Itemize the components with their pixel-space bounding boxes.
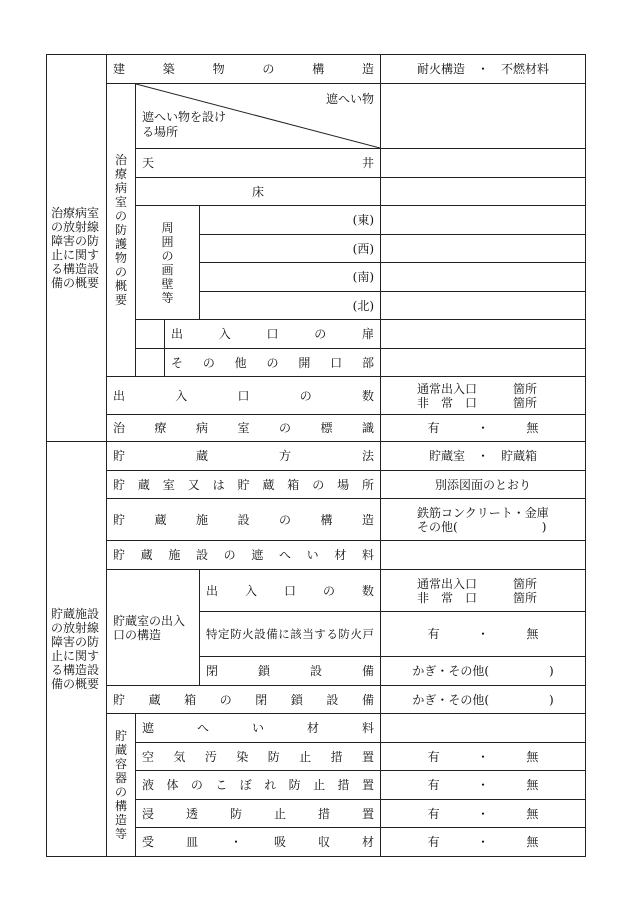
- section2-label: 貯蔵施設の放射線障害の防止に関する構造設備の概要: [47, 442, 107, 857]
- lock-room-label: 閉鎖設備: [200, 657, 381, 686]
- building-structure-value: 耐火構造 ・ 不燃材料: [381, 55, 586, 84]
- room-count-value[interactable]: 通常出入口 箇所 非 常 口 箇所: [381, 570, 586, 612]
- container-row-label: 遮へい材料: [136, 714, 381, 743]
- fire-door-label: 特定防火設備に該当する防火戸: [200, 612, 381, 657]
- floor-label: 床: [136, 178, 381, 206]
- north-value[interactable]: [381, 292, 586, 320]
- storage-shield-label: 貯蔵施設の遮へい材料: [107, 541, 381, 570]
- container-row-value[interactable]: 有 ・ 無: [381, 800, 586, 828]
- sign-label: 治療病室の標識: [107, 415, 381, 442]
- floor-value[interactable]: [381, 178, 586, 206]
- door-label: 出入口の扉: [165, 320, 381, 349]
- door-value[interactable]: [381, 320, 586, 349]
- dir-west: (西): [200, 235, 381, 263]
- entrance-count-label: 出入口の数: [107, 377, 381, 415]
- container-row-label: 液体のこぼれ防止措置: [136, 771, 381, 800]
- lock-box-label: 貯蔵箱の閉鎖設備: [107, 686, 381, 714]
- dir-south: (南): [200, 263, 381, 292]
- container-row-label: 空気汚染防止措置: [136, 743, 381, 771]
- storage-shield-value[interactable]: [381, 541, 586, 570]
- lock-room-value[interactable]: かぎ・その他( ): [381, 657, 586, 686]
- ceiling-label: 天 井: [136, 149, 381, 178]
- storage-method-label: 貯蔵方法: [107, 442, 381, 471]
- other-openings-label: その他の開口部: [165, 349, 381, 377]
- storage-method-value: 貯蔵室 ・ 貯蔵箱: [381, 442, 586, 471]
- ceiling-value[interactable]: [381, 149, 586, 178]
- walls-spacer-top: [136, 320, 165, 349]
- storage-structure-value[interactable]: 鉄筋コンクリート・金庫 その他( ): [381, 499, 586, 541]
- protect-label: 治療病室の防護物の概要: [107, 84, 136, 377]
- diagonal-header-cell: [136, 84, 381, 149]
- room-entrance-label: 貯蔵室の出入口の構造: [107, 570, 200, 686]
- building-structure-label: 建築物の構造: [107, 55, 381, 84]
- room-count-label: 出入口の数: [200, 570, 381, 612]
- shield-value-cell[interactable]: [381, 84, 586, 149]
- west-value[interactable]: [381, 235, 586, 263]
- sign-value[interactable]: 有 ・ 無: [381, 415, 586, 442]
- diag-bottom-label: 遮へい物を設ける場所: [142, 110, 227, 139]
- containers-label: 貯蔵容器の構造等: [107, 714, 136, 857]
- dir-north: (北): [200, 292, 381, 320]
- dir-east: (東): [200, 206, 381, 235]
- container-row-label: 受皿・吸収材: [136, 828, 381, 857]
- container-row-value[interactable]: 有 ・ 無: [381, 771, 586, 800]
- container-row-value[interactable]: 有 ・ 無: [381, 743, 586, 771]
- container-row-value[interactable]: 有 ・ 無: [381, 828, 586, 857]
- walls-spacer-bottom: [136, 349, 165, 377]
- diag-top-label: 遮へい物: [326, 92, 375, 106]
- container-row-label: 浸透防止措置: [136, 800, 381, 828]
- structure-form-table: [46, 54, 586, 857]
- storage-place-label: 貯蔵室又は貯蔵箱の場所: [107, 471, 381, 499]
- lock-box-value[interactable]: かぎ・その他( ): [381, 686, 586, 714]
- other-openings-value[interactable]: [381, 349, 586, 377]
- fire-door-value[interactable]: 有 ・ 無: [381, 612, 586, 657]
- section1-label: 治療病室の放射線障害の防止に関する構造設備の概要: [47, 55, 107, 442]
- container-row-value[interactable]: [381, 714, 586, 743]
- east-value[interactable]: [381, 206, 586, 235]
- storage-structure-label: 貯蔵施設の構造: [107, 499, 381, 541]
- storage-place-value: 別添図面のとおり: [381, 471, 586, 499]
- walls-label: 周囲の画壁等: [136, 206, 200, 320]
- entrance-count-value[interactable]: 通常出入口 箇所 非 常 口 箇所: [381, 377, 586, 415]
- south-value[interactable]: [381, 263, 586, 292]
